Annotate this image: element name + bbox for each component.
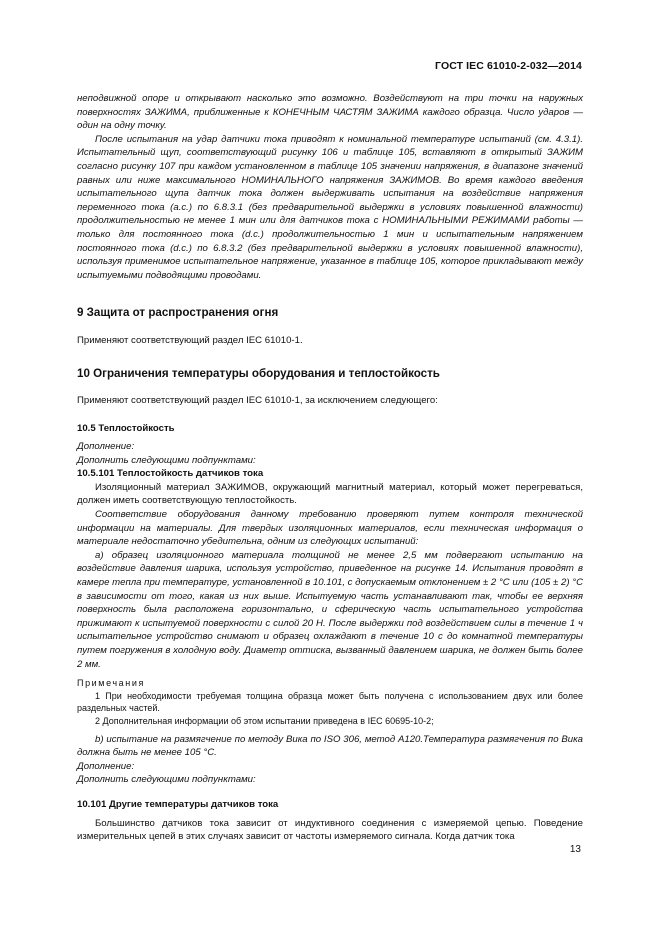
note-2: 2 Дополнительная информации об этом испытании приведена в IEC 60695-10-2; (95, 715, 434, 726)
addition-label-2: Дополнение: (77, 760, 135, 772)
intro-paragraph-2: После испытания на удар датчики тока приводят к номинальной температуре испытаний (см. 4.3.1). Испытательный щуп, соответствующий рисунку 106 и таблице 105, вставляют в открытый ЗАЖИМ согласно рисунку 107 при каждом установленном в таблице 105 значении напряжения, в диапазоне значений равных или ниже максимального НОМИНАЛЬНОГО напряжения ЗАЖИМОВ. Во время каждого введения испытательного щупа датчик тока должен выдерживать испытания на воздействие напряжения переменного тока (a.c.) по 6.8.3.1 (без предварительной выдержки в условиях повышенной влажности) продолжительностью не менее 1 мин или для датчиков тока с НОМИНАЛЬНЫМИ РЕЖИМАМИ работы — только для постоянного тока (d.c.) продолжительностью 1 мин и испытательным напряжением постоянного тока (d.c.) по 6.8.3.2 (без предварительной выдержки в условиях повышенной влажности), используя применимое испытательное напряжение, указанное в таблице 105, которое прикладывают между испытуемыми подводящими проводами. (77, 133, 583, 281)
section-9-text: Применяют соответствующий раздел IEC 61010-1. (77, 335, 303, 347)
note-1: 1 При необходимости требуемая толщина образца может быть получена с использованием двух или более раздельных частей. (77, 690, 583, 714)
subsection-10-101-heading: 10.101 Другие температуры датчиков тока (77, 798, 279, 810)
item-a-ball-pressure: а) образец изоляционного материала толщиной не менее 2,5 мм подвергают испытанию на воздействие давления шарика, используя устройство, приведенное на рисунке 14. Испытания проводят в камере тепла при температуре, установленной в 10.101, с допускаемым отклонением ± 2 °С или (105 ± 2) °С в зависимости от того, какая из них выше. Испытуемую часть устанавливают так, чтобы ее верхняя поверхность была расположена горизонтально, и сферическую часть испытательного устройства прижимают к испытуемой поверхности с силой 20 Н. После выдержки под воздействием силы в течение 1 ч испытательное устройство снимают и образец охлаждают в течение 10 с до комнатной температуры путем погружения в холодную воду. Диаметр оттиска, вызванный давлением шарика, не должен быть более 2 мм. (77, 549, 583, 670)
section-9-heading: 9 Защита от распространения огня (77, 306, 279, 320)
subsection-10-5-101-heading: 10.5.101 Теплостойкость датчиков тока (77, 468, 264, 480)
paragraph-insulation: Изоляционный материал ЗАЖИМОВ, окружающий магнитный материал, который может перегреваться, должен иметь соответствующую теплостойкость. (77, 481, 583, 507)
intro-paragraph-1: неподвижной опоре и открывают насколько это возможно. Воздействуют на три точки на наружных поверхностях ЗАЖИМА, приближенные к КОНЕЧНЫМ ЧАСТЯМ ЗАЖИМА каждого образца. Число ударов — один на одну точку. (77, 93, 583, 132)
section-10-heading: 10 Ограничения температуры оборудования и теплостойкость (77, 366, 440, 380)
notes-title: Примечания (77, 678, 145, 689)
section-10-text: Применяют соответствующий раздел IEC 61010-1, за исключением следующего: (77, 394, 438, 406)
item-b-vicat: b) испытание на размягчение по методу Вика по ISO 306, метод А120.Температура размягчения по Вика должна быть не менее 105 °С. (77, 733, 583, 759)
addition-label: Дополнение: (77, 441, 135, 453)
paragraph-current-sensors: Большинство датчиков тока зависит от индуктивного соединения с измеряемой цепью. Поведение измерительных цепей в этих случаях зависит от частоты измеряемого сигнала. Когда датчик тока (77, 817, 583, 843)
page-body (77, 92, 583, 844)
addition-subtext: Дополнить следующими подпунктами: (77, 454, 256, 466)
subsection-10-5-heading: 10.5 Теплостойкость (77, 422, 175, 434)
paragraph-compliance: Соответствие оборудования данному требованию проверяют путем контроля технической информации на материалы. Для твердых изоляционных материалов, если техническая информация о материале недостаточно убедительна, одним из следующих испытаний: (77, 509, 583, 548)
addition-subtext-2: Дополнить следующими подпунктами: (77, 774, 256, 786)
document-number-header: ГОСТ IEC 61010-2-032—2014 (435, 60, 582, 72)
page-number: 13 (569, 844, 581, 855)
